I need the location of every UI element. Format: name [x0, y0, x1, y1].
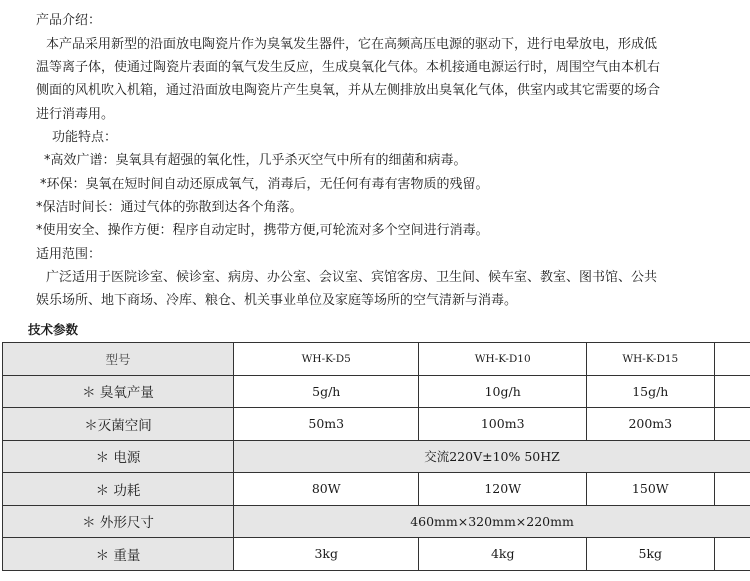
- feature-item: *环保：臭氧在短时间自动还原成氧气，消毒后，无任何有毒有害物质的残留。: [40, 177, 489, 192]
- table-row: [3, 473, 750, 506]
- intro-line-3: 侧面的风机吹入机箱，通过沿面放电陶瓷片产生臭氧，并从左侧排放出臭氧化气体，供室内或其它需要的场合: [36, 83, 661, 98]
- model-cell: WH-K-D15: [586, 343, 714, 376]
- row-label: ＊ 电源: [3, 440, 234, 473]
- table-row: [3, 538, 750, 571]
- scope-title: 适用范围：: [36, 247, 102, 262]
- value-cell: 120W: [419, 473, 587, 506]
- empty-cell: [714, 375, 750, 408]
- model-cell: WH-K-D5: [234, 343, 419, 376]
- scope-line-2: 娱乐场所、地下商场、冷库、粮仓、机关事业单位及家庭等场所的空气清新与消毒。: [36, 293, 518, 308]
- empty-cell: [714, 408, 750, 441]
- table-row: [3, 440, 750, 473]
- table-row: [3, 408, 750, 441]
- row-label: ＊ 臭氧产量: [3, 375, 234, 408]
- value-cell: 200m3: [586, 408, 714, 441]
- value-cell-merged: 460mm×320mm×220mm: [234, 505, 750, 538]
- row-label: ＊ 外形尺寸: [3, 505, 234, 538]
- feature-item: *使用安全、操作方便：程序自动定时，携带方便,可轮流对多个空间进行消毒。: [36, 223, 489, 238]
- empty-cell: [714, 473, 750, 506]
- row-label: ＊灭菌空间: [3, 408, 234, 441]
- empty-cell: [714, 538, 750, 571]
- features-title: 功能特点：: [52, 130, 118, 145]
- value-cell: 15g/h: [586, 375, 714, 408]
- value-cell: 50m3: [234, 408, 419, 441]
- value-cell: 3kg: [234, 538, 419, 571]
- table-row: [3, 375, 750, 408]
- feature-item: *高效广谱：臭氧具有超强的氧化性，几乎杀灭空气中所有的细菌和病毒。: [44, 153, 467, 168]
- table-row: [3, 505, 750, 538]
- value-cell-merged: 交流220V±10% 50HZ: [234, 440, 750, 473]
- intro-title: 产品介绍：: [36, 13, 102, 28]
- value-cell: 100m3: [419, 408, 587, 441]
- tech-spec-table: [2, 342, 750, 571]
- scope-line-1: 广泛适用于医院诊室、候诊室、病房、办公室、会议室、宾馆客房、卫生间、候车室、教室、图书馆、公共: [46, 270, 658, 285]
- table-row: [3, 343, 750, 376]
- tech-spec-title: 技术参数: [28, 322, 79, 337]
- model-cell: WH-K-D10: [419, 343, 587, 376]
- empty-cell: [714, 343, 750, 376]
- value-cell: 5g/h: [234, 375, 419, 408]
- row-label: ＊ 重量: [3, 538, 234, 571]
- intro-line-1: 本产品采用新型的沿面放电陶瓷片作为臭氧发生器件，它在高频高压电源的驱动下，进行电晕放电，形成低: [46, 37, 658, 52]
- feature-item: *保洁时间长：通过气体的弥散到达各个角落。: [36, 200, 303, 215]
- value-cell: 4kg: [419, 538, 587, 571]
- value-cell: 150W: [586, 473, 714, 506]
- value-cell: 80W: [234, 473, 419, 506]
- value-cell: 10g/h: [419, 375, 587, 408]
- model-header-label: 型号: [3, 343, 234, 376]
- value-cell: 5kg: [586, 538, 714, 571]
- intro-line-2: 温等离子体，使通过陶瓷片表面的氧气发生反应，生成臭氧化气体。本机接通电源运行时，周围空气由本机右: [36, 60, 661, 75]
- row-label: ＊ 功耗: [3, 473, 234, 506]
- intro-line-4: 进行消毒用。: [36, 107, 115, 122]
